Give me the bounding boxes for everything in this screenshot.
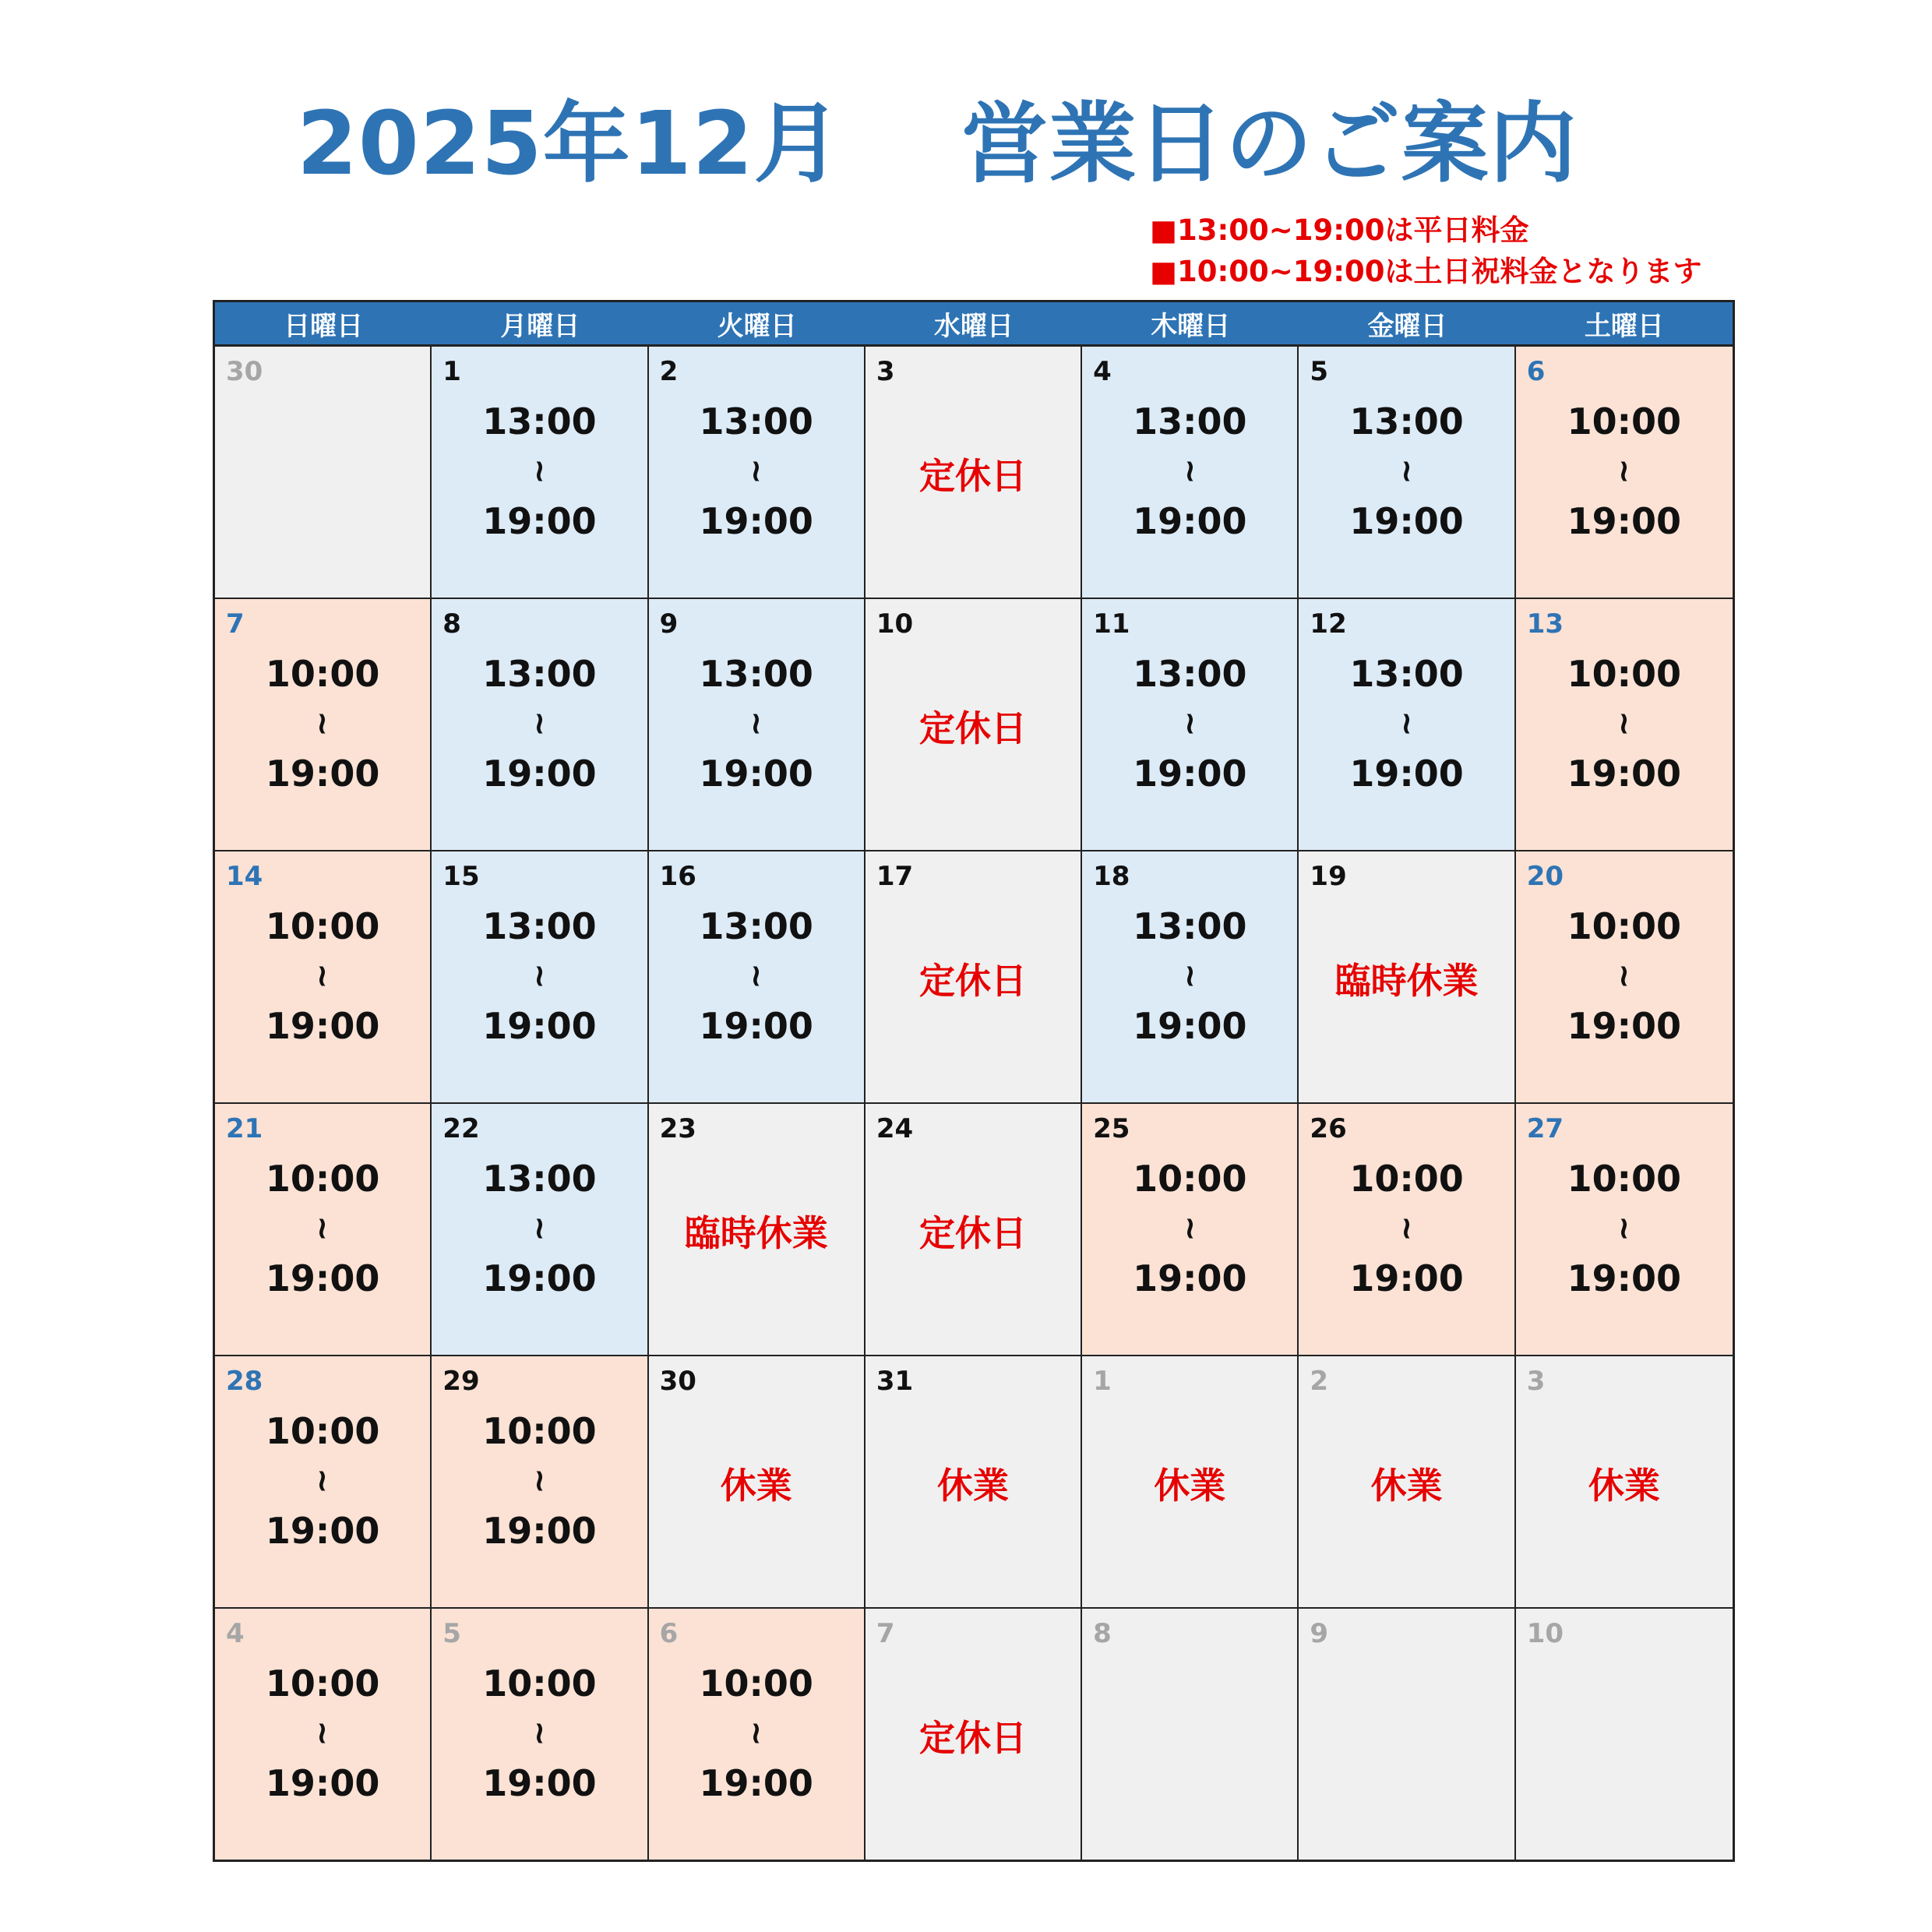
tilde-icon: ~ — [305, 963, 341, 989]
range-separator — [1299, 699, 1514, 749]
day-number: 9 — [1310, 1618, 1329, 1649]
day-number: 1 — [1093, 1366, 1112, 1397]
day-cell — [1516, 1356, 1733, 1607]
start-time: 13:00 — [1133, 653, 1247, 695]
day-number: 17 — [876, 861, 914, 892]
day-number: 4 — [1093, 356, 1112, 387]
start-time: 10:00 — [1567, 653, 1682, 695]
weekday-price-note: ■13:00~19:00は平日料金 — [1150, 213, 1529, 247]
day-number: 30 — [226, 356, 263, 387]
start-time: 10:00 — [699, 1662, 813, 1705]
day-cell — [215, 1104, 432, 1355]
day-cell — [1516, 851, 1733, 1102]
end-time: 19:00 — [699, 1762, 813, 1804]
business-hours — [1516, 901, 1733, 1051]
day-cell — [649, 599, 866, 850]
day-cell — [1516, 1104, 1733, 1355]
range-separator — [649, 951, 864, 1001]
day-number: 3 — [876, 356, 895, 387]
tilde-icon: ~ — [521, 963, 558, 989]
week-row — [215, 1104, 1733, 1356]
day-cell — [1516, 347, 1733, 598]
range-separator — [1082, 1204, 1297, 1253]
day-number: 5 — [1310, 356, 1329, 387]
day-cell — [1299, 1609, 1515, 1860]
business-hours — [1516, 1154, 1733, 1303]
range-separator — [1516, 699, 1733, 749]
tilde-icon: ~ — [305, 1720, 341, 1747]
end-time: 19:00 — [1567, 753, 1682, 795]
closed-label: 休業 — [720, 1465, 792, 1507]
range-separator — [432, 699, 647, 749]
business-hours — [649, 901, 864, 1051]
range-separator — [432, 951, 647, 1001]
day-number: 26 — [1310, 1113, 1347, 1144]
end-time: 19:00 — [265, 1762, 380, 1804]
start-time: 13:00 — [1133, 905, 1247, 947]
start-time: 10:00 — [265, 1158, 380, 1200]
day-number: 30 — [659, 1366, 696, 1397]
range-separator — [1516, 446, 1733, 496]
day-cell — [432, 1356, 648, 1607]
week-row — [215, 347, 1733, 599]
range-separator — [1082, 951, 1297, 1001]
day-cell — [649, 1609, 866, 1860]
business-hours — [432, 397, 647, 546]
end-time: 19:00 — [482, 1762, 597, 1804]
closed-label: 定休日 — [918, 707, 1027, 749]
end-time: 19:00 — [1133, 753, 1247, 795]
range-separator — [649, 446, 864, 496]
day-cell — [432, 851, 648, 1102]
day-cell — [215, 851, 432, 1102]
day-number: 20 — [1526, 861, 1564, 892]
start-time: 10:00 — [265, 1410, 380, 1452]
business-hours — [432, 1659, 647, 1808]
range-separator — [215, 1708, 430, 1758]
end-time: 19:00 — [1133, 500, 1247, 542]
day-number: 21 — [226, 1113, 263, 1144]
tilde-icon: ~ — [738, 458, 774, 485]
day-number: 15 — [442, 861, 480, 892]
day-number: 10 — [876, 608, 914, 640]
day-number: 2 — [1310, 1366, 1329, 1397]
start-time: 13:00 — [1349, 400, 1464, 442]
start-time: 10:00 — [265, 1662, 380, 1705]
end-time: 19:00 — [265, 1005, 380, 1047]
business-hours — [432, 1406, 647, 1556]
day-number: 31 — [876, 1366, 914, 1397]
business-hours — [1516, 397, 1733, 546]
start-time: 10:00 — [482, 1410, 597, 1452]
day-cell — [866, 599, 1082, 850]
end-time: 19:00 — [1133, 1005, 1247, 1047]
day-number: 19 — [1310, 861, 1347, 892]
holiday-price-note: ■10:00~19:00は土日祝料金となります — [1150, 255, 1702, 288]
business-hours — [215, 1154, 430, 1303]
tilde-icon: ~ — [1172, 963, 1208, 989]
day-cell — [432, 599, 648, 850]
week-row — [215, 1356, 1733, 1609]
day-cell — [866, 851, 1082, 1102]
end-time: 19:00 — [265, 753, 380, 795]
closed-label: 定休日 — [918, 1212, 1027, 1254]
header-wednesday: 水曜日 — [933, 310, 1014, 342]
header-saturday: 土曜日 — [1584, 310, 1664, 342]
day-cell — [866, 347, 1082, 598]
day-number: 22 — [442, 1113, 480, 1144]
start-time: 13:00 — [699, 400, 813, 442]
day-number: 7 — [876, 1618, 895, 1649]
day-cell — [215, 1609, 432, 1860]
closed-label: 休業 — [1588, 1465, 1660, 1507]
business-hours — [1082, 649, 1297, 799]
business-hours — [649, 649, 864, 799]
day-number: 5 — [442, 1618, 461, 1649]
day-cell — [866, 1104, 1082, 1355]
end-time: 19:00 — [482, 1510, 597, 1552]
range-separator — [215, 951, 430, 1001]
week-row — [215, 599, 1733, 851]
closed-label: 休業 — [1370, 1465, 1443, 1507]
day-cell — [1299, 1356, 1515, 1607]
header-tuesday: 火曜日 — [717, 310, 797, 342]
tilde-icon: ~ — [1606, 963, 1642, 989]
day-number: 25 — [1093, 1113, 1130, 1144]
business-hours — [649, 397, 864, 546]
day-cell — [1082, 851, 1299, 1102]
start-time: 13:00 — [482, 653, 597, 695]
end-time: 19:00 — [482, 1005, 597, 1047]
start-time: 10:00 — [1133, 1158, 1247, 1200]
page-title: 2025年12月 営業日のご案内 — [297, 93, 1578, 195]
day-cell — [1299, 347, 1515, 598]
tilde-icon: ~ — [1388, 1215, 1425, 1242]
end-time: 19:00 — [1567, 1257, 1682, 1299]
day-cell — [1082, 1356, 1299, 1607]
day-cell — [432, 347, 648, 598]
day-cell — [215, 599, 432, 850]
start-time: 10:00 — [1567, 905, 1682, 947]
business-hours — [649, 1659, 864, 1808]
end-time: 19:00 — [482, 1257, 597, 1299]
week-row — [215, 851, 1733, 1104]
business-hours — [215, 1659, 430, 1808]
day-cell — [1299, 851, 1515, 1102]
start-time: 10:00 — [265, 905, 380, 947]
tilde-icon: ~ — [1172, 710, 1208, 737]
end-time: 19:00 — [1567, 1005, 1682, 1047]
closed-label: 定休日 — [918, 1717, 1027, 1759]
business-hours — [1082, 397, 1297, 546]
start-time: 13:00 — [699, 905, 813, 947]
day-cell — [1082, 599, 1299, 850]
day-cell — [649, 1356, 866, 1607]
range-separator — [649, 699, 864, 749]
day-number: 6 — [1526, 356, 1546, 387]
end-time: 19:00 — [1133, 1257, 1247, 1299]
day-number: 27 — [1526, 1113, 1564, 1144]
closed-label: 定休日 — [918, 455, 1027, 497]
business-hours — [432, 901, 647, 1051]
header-friday: 金曜日 — [1367, 310, 1447, 342]
tilde-icon: ~ — [305, 710, 341, 737]
day-cell — [1082, 1104, 1299, 1355]
header-monday: 月曜日 — [500, 310, 580, 342]
day-number: 23 — [659, 1113, 696, 1144]
day-cell — [649, 347, 866, 598]
end-time: 19:00 — [482, 500, 597, 542]
business-hours — [215, 901, 430, 1051]
end-time: 19:00 — [699, 753, 813, 795]
end-time: 19:00 — [482, 753, 597, 795]
start-time: 10:00 — [1567, 400, 1682, 442]
range-separator — [1516, 951, 1733, 1001]
tilde-icon: ~ — [1606, 710, 1642, 737]
business-hours — [1082, 901, 1297, 1051]
range-separator — [1516, 1204, 1733, 1253]
range-separator — [432, 1708, 647, 1758]
closed-label: 休業 — [1154, 1465, 1226, 1507]
week-row — [215, 1609, 1733, 1860]
day-number: 24 — [876, 1113, 914, 1144]
day-number: 13 — [1526, 608, 1564, 640]
business-hours — [1299, 397, 1514, 546]
end-time: 19:00 — [1349, 500, 1464, 542]
day-number: 7 — [226, 608, 245, 640]
tilde-icon: ~ — [521, 1215, 558, 1242]
start-time: 13:00 — [482, 400, 597, 442]
weekday-header — [215, 302, 1733, 347]
end-time: 19:00 — [699, 500, 813, 542]
start-time: 13:00 — [1349, 653, 1464, 695]
day-cell — [866, 1356, 1082, 1607]
day-number: 16 — [659, 861, 696, 892]
tilde-icon: ~ — [1388, 710, 1425, 737]
end-time: 19:00 — [1349, 753, 1464, 795]
tilde-icon: ~ — [305, 1215, 341, 1242]
end-time: 19:00 — [699, 1005, 813, 1047]
day-number: 2 — [659, 356, 679, 387]
business-calendar — [213, 300, 1735, 1862]
range-separator — [1299, 1204, 1514, 1253]
closed-label: 臨時休業 — [684, 1212, 828, 1254]
tilde-icon: ~ — [738, 963, 774, 989]
header-thursday: 木曜日 — [1151, 310, 1231, 342]
day-number: 9 — [659, 608, 679, 640]
tilde-icon: ~ — [521, 1468, 558, 1494]
day-number: 1 — [442, 356, 461, 387]
tilde-icon: ~ — [305, 1468, 341, 1494]
tilde-icon: ~ — [1172, 1215, 1208, 1242]
day-cell — [215, 1356, 432, 1607]
end-time: 19:00 — [1349, 1257, 1464, 1299]
day-cell — [432, 1609, 648, 1860]
range-separator — [432, 1456, 647, 1506]
business-hours — [432, 1154, 647, 1303]
range-separator — [1082, 699, 1297, 749]
day-number: 14 — [226, 861, 263, 892]
day-cell — [1082, 1609, 1299, 1860]
business-hours — [1299, 649, 1514, 799]
end-time: 19:00 — [265, 1257, 380, 1299]
business-hours — [432, 649, 647, 799]
day-cell — [649, 851, 866, 1102]
day-number: 29 — [442, 1366, 480, 1397]
tilde-icon: ~ — [521, 1720, 558, 1747]
start-time: 13:00 — [482, 905, 597, 947]
start-time: 10:00 — [1567, 1158, 1682, 1200]
range-separator — [1082, 446, 1297, 496]
header-sunday: 日曜日 — [284, 310, 364, 342]
range-separator — [215, 1204, 430, 1253]
day-cell — [432, 1104, 648, 1355]
tilde-icon: ~ — [521, 710, 558, 737]
day-cell — [1516, 1609, 1733, 1860]
closed-label: 休業 — [936, 1465, 1009, 1507]
day-cell — [1516, 599, 1733, 850]
range-separator — [649, 1708, 864, 1758]
tilde-icon: ~ — [1388, 458, 1425, 485]
day-number: 4 — [226, 1618, 245, 1649]
range-separator — [215, 699, 430, 749]
tilde-icon: ~ — [1606, 458, 1642, 485]
start-time: 13:00 — [482, 1158, 597, 1200]
range-separator — [1299, 446, 1514, 496]
range-separator — [432, 1204, 647, 1253]
range-separator — [432, 446, 647, 496]
day-number: 28 — [226, 1366, 263, 1397]
day-cell — [649, 1104, 866, 1355]
start-time: 10:00 — [482, 1662, 597, 1705]
business-hours — [1516, 649, 1733, 799]
start-time: 13:00 — [699, 653, 813, 695]
day-number: 10 — [1526, 1618, 1564, 1649]
day-number: 18 — [1093, 861, 1130, 892]
day-cell — [866, 1609, 1082, 1860]
tilde-icon: ~ — [1606, 1215, 1642, 1242]
start-time: 10:00 — [265, 653, 380, 695]
day-number: 11 — [1093, 608, 1130, 640]
day-number: 8 — [1093, 1618, 1112, 1649]
day-number: 8 — [442, 608, 461, 640]
tilde-icon: ~ — [738, 710, 774, 737]
business-hours — [1299, 1154, 1514, 1303]
business-hours — [215, 1406, 430, 1556]
day-number: 12 — [1310, 608, 1347, 640]
tilde-icon: ~ — [521, 458, 558, 485]
tilde-icon: ~ — [1172, 458, 1208, 485]
start-time: 10:00 — [1349, 1158, 1464, 1200]
business-hours — [1082, 1154, 1297, 1303]
start-time: 13:00 — [1133, 400, 1247, 442]
closed-label: 臨時休業 — [1334, 960, 1479, 1002]
end-time: 19:00 — [265, 1510, 380, 1552]
tilde-icon: ~ — [738, 1720, 774, 1747]
day-number: 3 — [1526, 1366, 1546, 1397]
day-number: 6 — [659, 1618, 679, 1649]
closed-label: 定休日 — [918, 960, 1027, 1002]
day-cell — [1299, 599, 1515, 850]
business-hours — [215, 649, 430, 799]
day-cell — [1299, 1104, 1515, 1355]
day-cell — [215, 347, 432, 598]
day-cell — [1082, 347, 1299, 598]
range-separator — [215, 1456, 430, 1506]
end-time: 19:00 — [1567, 500, 1682, 542]
